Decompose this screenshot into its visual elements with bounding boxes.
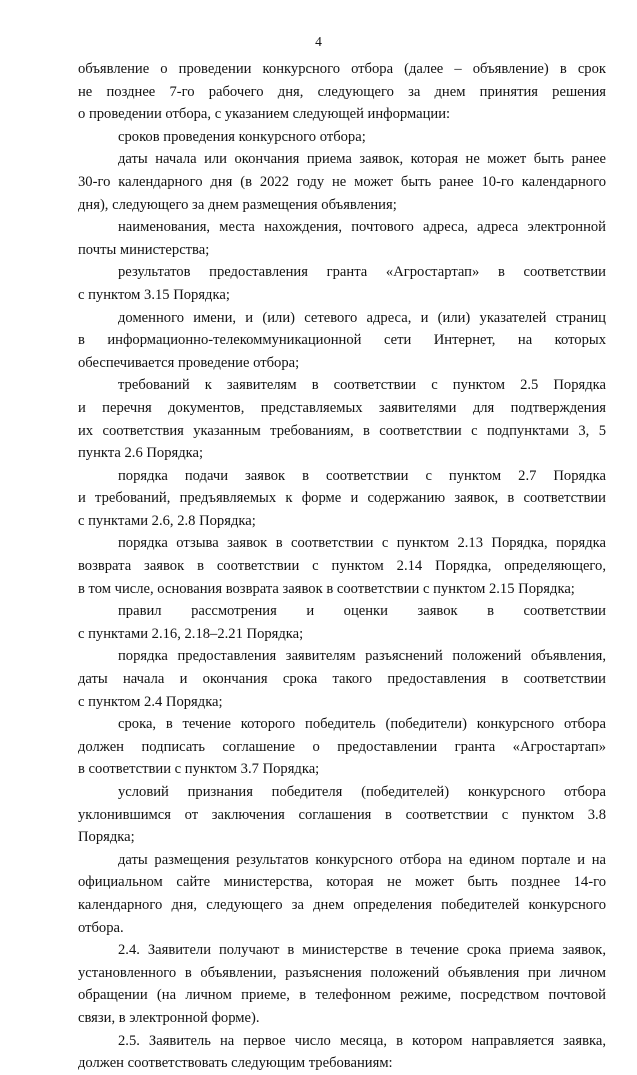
paragraph — [78, 58, 606, 126]
paragraph-line: 30-го календарного дня (в 2022 году не может быть ранее 10-го календарного — [78, 173, 606, 190]
paragraph — [78, 307, 606, 375]
paragraph — [78, 374, 606, 464]
paragraph — [78, 148, 606, 216]
paragraph — [78, 600, 606, 645]
paragraph-line: в соответствии с пунктом 3.7 Порядка; — [78, 761, 320, 778]
paragraph-line: в информационно-телекоммуникационной сети Интернет, на которых — [78, 332, 606, 349]
paragraph-line: порядка предоставления заявителям разъяснений положений объявления, — [118, 648, 606, 665]
paragraph-line: даты размещения результатов конкурсного отбора на едином портале и на — [118, 851, 606, 868]
paragraph-line: пункта 2.6 Порядка; — [78, 445, 204, 462]
paragraph-line: с пунктами 2.6, 2.8 Порядка; — [78, 512, 256, 529]
paragraph-line: Порядка; — [78, 829, 135, 846]
paragraph-line: уклонившимся от заключения соглашения в соответствии с пунктом 3.8 — [78, 806, 606, 823]
paragraph-line: 2.4. Заявители получают в министерстве в течение срока приема заявок, — [118, 942, 606, 959]
paragraph-line: объявление о проведении конкурсного отбора (далее – объявление) в срок — [78, 61, 606, 77]
paragraph-line: их соответствия указанным требованиям, в соответствии с подпунктами 3, 5 — [78, 422, 606, 439]
paragraph-line: дня), следующего за днем размещения объявления; — [78, 196, 397, 213]
paragraph-line: возврата заявок в соответствии с пунктом 2.14 Порядка, определяющего, — [78, 558, 606, 575]
paragraph — [78, 465, 606, 533]
paragraph-line: 2.5. Заявитель на первое число месяца, в котором направляется заявка, — [118, 1032, 606, 1049]
paragraph-line: почты министерства; — [78, 241, 210, 258]
paragraph-line: отбора. — [78, 919, 124, 936]
paragraph-line: даты начала и окончания срока такого предоставления в соответствии — [78, 671, 606, 688]
paragraph-line: должен подписать соглашение о предоставлении гранта «Агростартап» — [78, 738, 606, 755]
paragraph-line: порядка подачи заявок в соответствии с пунктом 2.7 Порядка — [118, 467, 606, 484]
paragraph-line: обращении (на личном приеме, в телефонном режиме, посредством почтовой — [78, 987, 606, 1004]
paragraph-line: правил рассмотрения и оценки заявок в соответствии — [118, 603, 606, 620]
paragraph — [78, 781, 606, 849]
paragraph-line: не позднее 7-го рабочего дня, следующего за днем принятия решения — [78, 83, 606, 100]
paragraph — [78, 532, 606, 600]
paragraph — [78, 126, 606, 149]
paragraph-line: связи, в электронной форме). — [78, 1009, 260, 1026]
paragraph — [78, 261, 606, 306]
paragraph-line: установленного в объявлении, разъяснения положений объявления при личном — [78, 964, 606, 981]
document-body — [78, 58, 606, 1075]
paragraph-line: условий признания победителя (победителей) конкурсного отбора — [118, 784, 606, 800]
paragraph — [78, 849, 606, 939]
paragraph-line: должен соответствовать следующим требованиям: — [78, 1055, 393, 1072]
paragraph-line: с пунктом 3.15 Порядка; — [78, 286, 230, 303]
paragraph-line: с пунктами 2.16, 2.18–2.21 Порядка; — [78, 625, 304, 642]
paragraph-line: сроков проведения конкурсного отбора; — [118, 128, 366, 145]
paragraph — [78, 645, 606, 713]
paragraph-line: официальном сайте министерства, которая не может быть позднее 14-го — [78, 874, 606, 891]
paragraph — [78, 1030, 606, 1075]
paragraph-line: календарного дня, следующего за днем определения победителей конкурсного — [78, 896, 606, 913]
paragraph-line: требований к заявителям в соответствии с пунктом 2.5 Порядка — [118, 377, 606, 394]
paragraph-line: с пунктом 2.4 Порядка; — [78, 693, 223, 710]
paragraph — [78, 713, 606, 781]
paragraph-line: и требований, предъявляемых к форме и содержанию заявок, в соответствии — [78, 490, 606, 507]
paragraph-line: в том числе, основания возврата заявок в соответствии с пунктом 2.15 Порядка; — [78, 580, 575, 597]
paragraph — [78, 216, 606, 261]
paragraph-line: и перечня документов, представляемых заявителями для подтверждения — [78, 399, 606, 416]
paragraph-line: результатов предоставления гранта «Агростартап» в соответствии — [118, 264, 606, 281]
paragraph-line: о проведении отбора, с указанием следующей информации: — [78, 106, 451, 123]
paragraph — [78, 939, 606, 1029]
page-number: 4 — [315, 34, 322, 49]
paragraph-line: порядка отзыва заявок в соответствии с пунктом 2.13 Порядка, порядка — [118, 535, 606, 552]
paragraph-line: наименования, места нахождения, почтового адреса, адреса электронной — [118, 219, 606, 236]
paragraph-line: обеспечивается проведение отбора; — [78, 354, 300, 371]
paragraph-line: даты начала или окончания приема заявок, которая не может быть ранее — [118, 151, 606, 168]
paragraph-line: доменного имени, и (или) сетевого адреса, и (или) указателей страниц — [118, 309, 606, 326]
paragraph-line: срока, в течение которого победитель (победители) конкурсного отбора — [118, 716, 606, 733]
